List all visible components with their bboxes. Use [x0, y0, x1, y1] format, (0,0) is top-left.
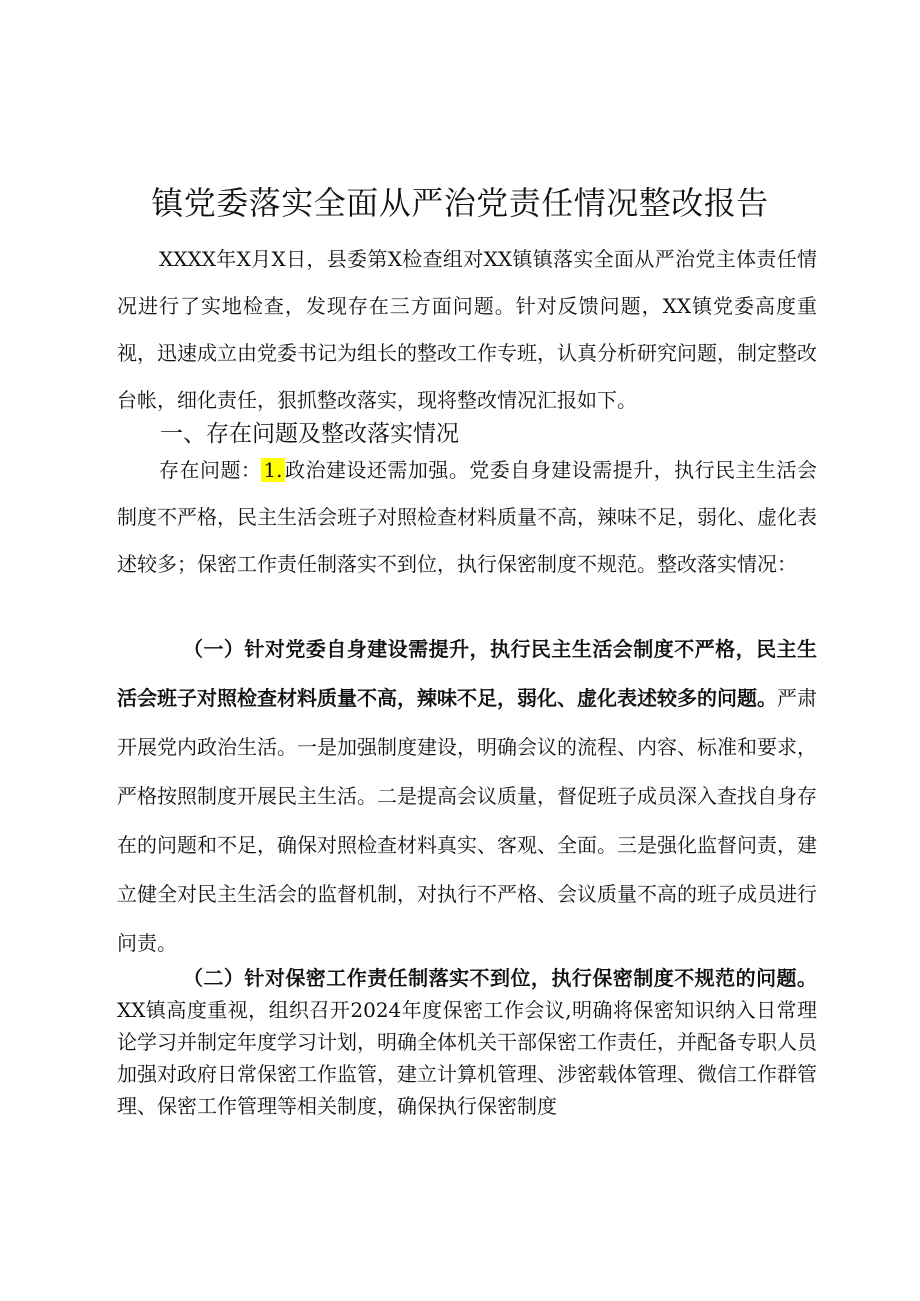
rectification-item-1	[117, 625, 817, 968]
problem-paragraph	[117, 447, 817, 588]
highlighted-number: 1.	[263, 458, 283, 482]
intro-paragraph: XXXX年X月X日，县委第X检查组对XX镇镇落实全面从严治党主体责任情况进行了实地检查，发现存在三方面问题。针对反馈问题，XX镇党委高度重视，迅速成立由党委书记为组长的整改工作专班，认真分析研究问题，制定整改台帐，细化责任，狠抓整改落实，现将整改情况汇报如下。	[117, 247, 817, 412]
problem-text: 政治建设还需加强。党委自身建设需提升，执行民主生活会制度不严格，民主生活会班子对照检查材料质量不高，辣味不足，弱化、虚化表述较多；保密工作责任制落实不到位，执行保密制度不规范。整改落实情况：	[117, 458, 818, 576]
section-heading: 一、存在问题及整改落实情况	[160, 421, 459, 447]
item-2-heading: （二）针对保密工作责任制落实不到位，执行保密制度不规范的问题。	[183, 966, 817, 990]
item-1-text: 严肃开展党内政治生活。一是加强制度建设，明确会议的流程、内容、标准和要求，严格按照制度开展民主生活。二是提高会议质量，督促班子成员深入查找自身存在的问题和不足，确保对照检查材料真实、客观、全面。三是强化监督问责，建立健全对民主生活会的监督机制，对执行不严格、会议质量不高的班子成员进行问责。	[117, 686, 817, 955]
problem-label: 存在问题：	[159, 458, 262, 482]
item-1-heading: （一）针对党委自身建设需提升，执行民主生活会制度不严格，民主生活会班子对照检查材料质量不高，辣味不足，弱化、虚化表述较多的问题。	[117, 637, 817, 710]
rectification-item-2	[117, 962, 817, 1122]
document-title: 镇党委落实全面从严治党责任情况整改报告	[151, 184, 769, 222]
item-2-text: XX镇高度重视，组织召开2024年度保密工作会议,明确将保密知识纳入日常理论学习并制定年度学习计划，明确全体机关干部保密工作责任，并配备专职人员加强对政府日常保密工作监管，建立计算机管理、涉密载体管理、微信工作群管理、保密工作管理等相关制度，确保执行保密制度	[117, 998, 817, 1118]
